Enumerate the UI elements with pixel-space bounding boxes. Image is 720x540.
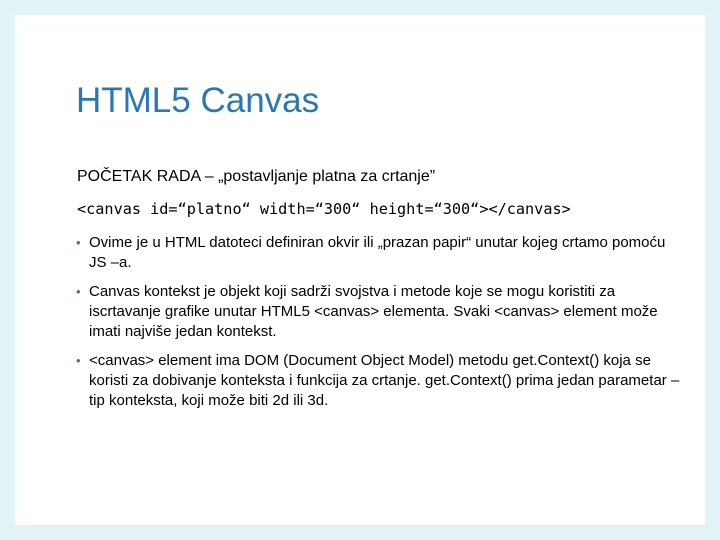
slide <box>15 15 705 525</box>
bullet-icon: • <box>76 284 81 299</box>
bullet-icon: • <box>76 235 81 250</box>
bullet-text: Canvas kontekst je objekt koji sadrži svojstva i metode koje se mogu koristiti za iscrtavanje grafike unutar HTML5 <canvas> elementa. Svaki <canvas> element može imati najviše jedan kontekst. <box>89 283 658 340</box>
bullet-text: Ovime je u HTML datoteci definiran okvir ili „prazan papir“ unutar kojeg crtamo pomoću JS –a. <box>89 234 666 271</box>
bullet-item <box>75 351 687 411</box>
section-heading: POČETAK RADA – „postavljanje platna za crtanje” <box>77 168 436 185</box>
slide-title: HTML5 Canvas <box>76 81 320 120</box>
code-snippet: <canvas id=“platno“ width=“300“ height=“300“></canvas> <box>77 200 571 218</box>
bullet-item <box>75 233 687 273</box>
bullet-icon: • <box>76 353 81 368</box>
bullet-list <box>75 233 687 420</box>
bullet-item <box>75 282 687 342</box>
bullet-text: <canvas> element ima DOM (Document Object Model) metodu get.Context() koja se koristi za dobivanje konteksta i funkcija za crtanje. get.Context() prima jedan parametar – tip konteksta, koji može biti 2d ili 3d. <box>89 352 680 409</box>
